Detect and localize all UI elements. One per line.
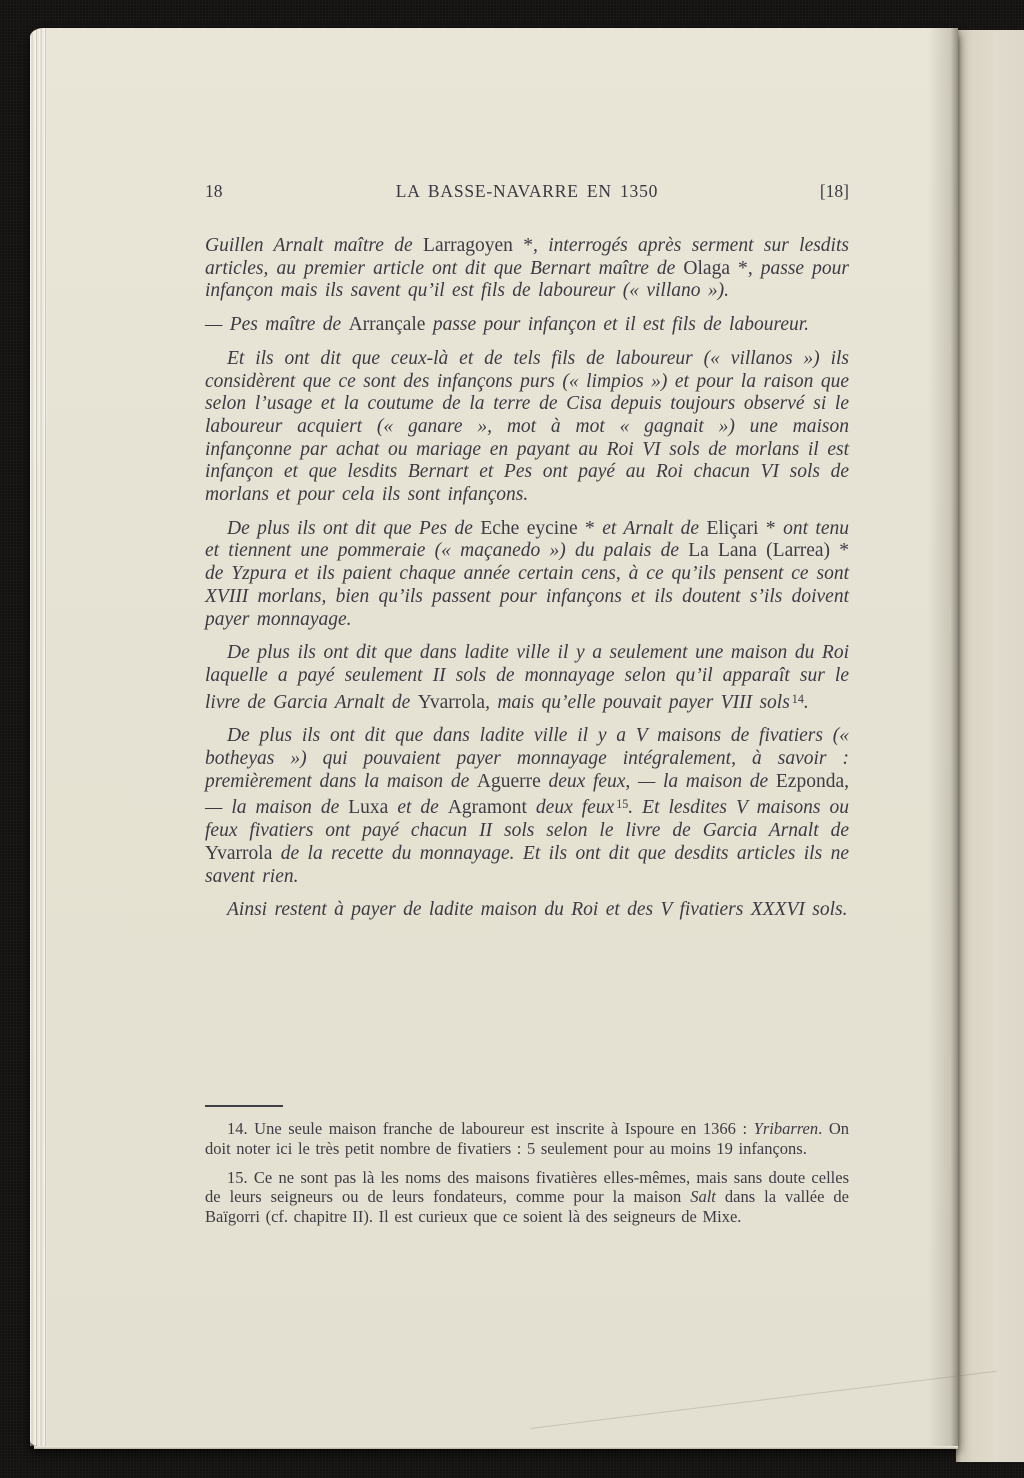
text-segment: , passe pour infançon mais ils savent qu’il est fils de laboureur (« villano »). bbox=[205, 257, 850, 302]
text-segment: Guillen Arnalt maître de bbox=[205, 235, 424, 256]
text-segment: . bbox=[803, 691, 809, 713]
text-segment: . Et lesdites V maisons ou feux fivatiers ont payé chacun II sols selon le livre de Garcia Arnalt de bbox=[205, 797, 849, 842]
text-segment: Salt bbox=[690, 1187, 716, 1207]
running-header bbox=[205, 181, 849, 202]
footnote-rule bbox=[205, 1105, 283, 1107]
text-segment: 15 bbox=[616, 797, 629, 812]
text-segment: , mais qu’elle pouvait payer VIII sols bbox=[485, 691, 790, 713]
text-segment: Luxa bbox=[348, 797, 389, 819]
text-segment: La Lana (Larrea) * bbox=[688, 540, 850, 562]
text-segment: Arrançale bbox=[348, 314, 426, 336]
text-segment: passe pour infançon et il est fils de laboureur. bbox=[425, 314, 810, 336]
text-segment: De plus ils ont dit que dans ladite ville il y a seulement une maison du Roi laquelle a payé seulement II sols de monnayage selon qu’il apparaît sur le livre de Garcia Arnalt de bbox=[205, 642, 849, 713]
paragraph bbox=[205, 348, 849, 507]
paragraph bbox=[205, 235, 849, 303]
text-segment: et de bbox=[388, 797, 448, 819]
text-segment: Eliçari * bbox=[706, 517, 776, 539]
text-segment: , interrogés après serment sur lesdits articles, au premier article ont dit que Bernart maître de bbox=[205, 235, 849, 279]
book-page bbox=[30, 28, 958, 1446]
text-segment: deux feux bbox=[526, 797, 615, 819]
body-paragraphs bbox=[205, 235, 849, 933]
text-segment: de Yzpura et ils paient chaque année certain cens, à ce qu’ils pensent ce sont XVIII morlans, bien qu’ils passent pour infançons et ils doutent s’ils doivent payer monnayage. bbox=[205, 563, 849, 630]
paragraph bbox=[205, 899, 849, 922]
text-segment: Agramont bbox=[447, 797, 527, 819]
paragraph bbox=[205, 314, 849, 337]
text-segment: dans la vallée de Baïgorri (cf. chapitre II). Il est curieux que ce soient là des seigneurs de Mixe. bbox=[205, 1187, 849, 1227]
text-segment: et Arnalt de bbox=[594, 517, 707, 539]
text-segment: De plus ils ont dit que Pes de bbox=[227, 517, 481, 539]
running-title: LA BASSE-NAVARRE EN 1350 bbox=[395, 181, 659, 201]
page-number-left: 18 bbox=[205, 181, 223, 201]
text-segment: De plus ils ont dit que dans ladite ville il y a V maisons de fivatiers (« botheyas ») qui pouvaient payer monnayage intégralement, à savoir : premièrement dans la maison de bbox=[205, 725, 849, 792]
footnotes-section bbox=[205, 1105, 849, 1236]
text-segment: Et ils ont dit que ceux-là et de tels fils de laboureur (« villanos ») ils considèrent que ce sont des infançons purs (« limpios ») et pour la raison que selon l’usage et la coutume de la terre de Cisa depuis toujours observé si le laboureur acquiert (« ganare », mot à mot « gagnait ») une maison infançonne par achat ou mariage en payant au Roi VI sols de morlans il est infançon et que lesdits Bernart et Pes ont payé au Roi chacun VI sols de morlans et pour cela ils sont infançons. bbox=[205, 347, 849, 506]
text-segment: Eche eycine * bbox=[480, 517, 595, 539]
paragraph bbox=[205, 518, 849, 632]
text-segment: . On doit noter ici le très petit nombre de fivatiers : 5 seulement pour au moins 19 infançons. bbox=[205, 1119, 849, 1158]
text-segment: ont tenu et tiennent une pommeraie (« maçanedo ») du palais de bbox=[205, 517, 849, 562]
text-segment: de la recette du monnayage. Et ils ont dit que desdits articles ils ne savent rien. bbox=[205, 842, 849, 887]
text-segment: , — la maison de bbox=[205, 770, 849, 819]
footnotes-list bbox=[205, 1119, 849, 1227]
paragraph bbox=[205, 725, 849, 888]
text-segment: Ainsi restent à payer de ladite maison du Roi et des V fivatiers XXXVI sols. bbox=[227, 899, 848, 921]
text-segment: Yvarrola bbox=[417, 691, 486, 713]
text-segment: Yribarren bbox=[753, 1119, 819, 1138]
text-segment: Ezponda bbox=[775, 770, 845, 792]
page-number-bracketed: [18] bbox=[819, 181, 849, 201]
text-segment: Larragoyen * bbox=[423, 235, 534, 256]
paragraph bbox=[205, 642, 849, 714]
footnote bbox=[205, 1119, 849, 1159]
text-segment: 15. Ce ne sont pas là les noms des maisons fivatières elles-mêmes, mais sans doute celles de leurs seigneurs ou de leurs fondateurs, comme pour la maison bbox=[205, 1167, 849, 1207]
text-segment: deux feux, — la maison de bbox=[540, 770, 776, 792]
footnote bbox=[205, 1168, 849, 1227]
text-segment: 14 bbox=[791, 691, 804, 706]
text-segment: Aguerre bbox=[476, 770, 541, 792]
text-segment: 14. Une seule maison franche de laboureur est inscrite à Ispoure en 1366 : bbox=[227, 1119, 754, 1138]
paper-crease bbox=[530, 1371, 997, 1429]
text-segment: Yvarrola bbox=[205, 842, 273, 864]
text-segment: — Pes maître de bbox=[205, 314, 349, 336]
gutter-shadow bbox=[928, 28, 958, 1446]
facing-page-edge bbox=[956, 30, 1024, 1462]
text-segment: Olaga * bbox=[683, 257, 748, 279]
